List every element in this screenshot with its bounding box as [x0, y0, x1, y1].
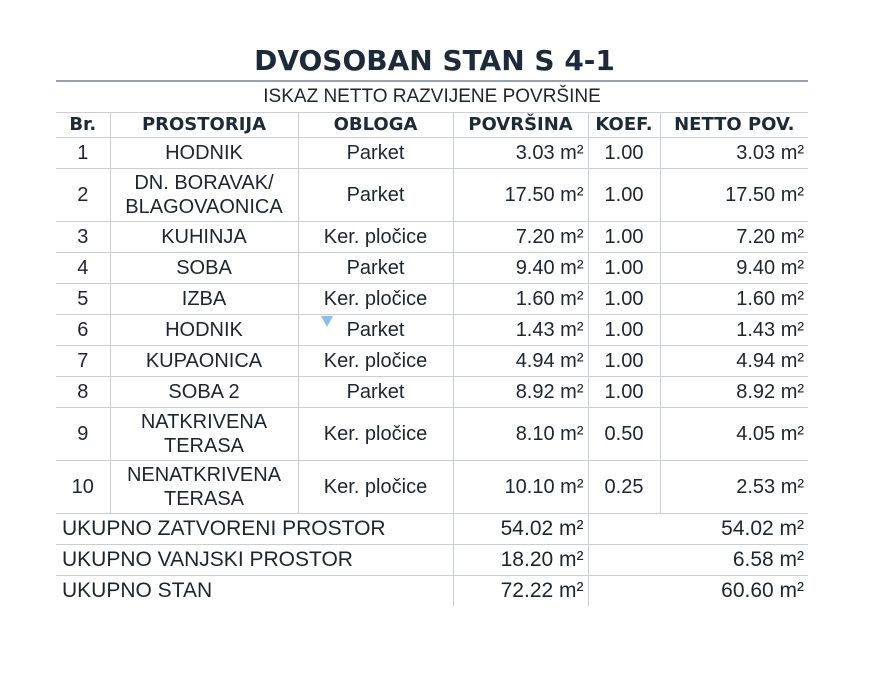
table-row	[56, 346, 808, 377]
total-label: UKUPNO ZATVORENI PROSTOR	[56, 514, 453, 545]
cell-obloga: Ker. pločice	[298, 346, 453, 377]
cell-netto: 4.94 m²	[660, 346, 808, 377]
cell-netto: 4.05 m²	[660, 408, 808, 461]
cell-prostorija: NENATKRIVENA TERASA	[110, 461, 298, 514]
cell-prostorija: IZBA	[110, 284, 298, 315]
cell-br: 2	[56, 169, 110, 222]
page-title: DVOSOBAN STAN S 4-1	[254, 44, 615, 77]
cell-br: 10	[56, 461, 110, 514]
total-povrsina: 72.22 m²	[453, 576, 588, 607]
cell-netto: 7.20 m²	[660, 222, 808, 253]
cell-br: 5	[56, 284, 110, 315]
cell-koef: 1.00	[588, 284, 660, 315]
header-br: Br.	[56, 113, 110, 138]
cell-povrsina: 17.50 m²	[453, 169, 588, 222]
header-koef: KOEF.	[588, 113, 660, 138]
total-row	[56, 576, 808, 607]
cell-koef: 1.00	[588, 346, 660, 377]
cell-koef: 0.50	[588, 408, 660, 461]
total-netto: 60.60 m²	[588, 576, 808, 607]
total-povrsina: 54.02 m²	[453, 514, 588, 545]
cell-netto: 2.53 m²	[660, 461, 808, 514]
header-obloga: OBLOGA	[298, 113, 453, 138]
table-subtitle: ISKAZ NETTO RAZVIJENE POVRŠINE	[56, 81, 808, 113]
cell-prostorija: HODNIK	[110, 315, 298, 346]
cell-br: 9	[56, 408, 110, 461]
total-label: UKUPNO VANJSKI PROSTOR	[56, 545, 453, 576]
table-row	[56, 461, 808, 514]
table-row	[56, 222, 808, 253]
cell-netto: 1.43 m²	[660, 315, 808, 346]
cell-prostorija: SOBA	[110, 253, 298, 284]
cell-povrsina: 3.03 m²	[453, 138, 588, 169]
cell-obloga: Parket	[298, 169, 453, 222]
cell-povrsina: 10.10 m²	[453, 461, 588, 514]
total-label: UKUPNO STAN	[56, 576, 453, 607]
cell-obloga: Ker. pločice	[298, 284, 453, 315]
table-row	[56, 408, 808, 461]
cell-koef: 0.25	[588, 461, 660, 514]
cell-obloga: Parket	[298, 138, 453, 169]
cell-netto: 3.03 m²	[660, 138, 808, 169]
cell-br: 4	[56, 253, 110, 284]
cell-prostorija: NATKRIVENA TERASA	[110, 408, 298, 461]
cell-obloga: Ker. pločice	[298, 408, 453, 461]
cell-koef: 1.00	[588, 377, 660, 408]
cell-koef: 1.00	[588, 222, 660, 253]
cell-br: 6	[56, 315, 110, 346]
cursor-arrow-icon	[321, 316, 333, 327]
cell-netto: 9.40 m²	[660, 253, 808, 284]
cell-povrsina: 7.20 m²	[453, 222, 588, 253]
cell-povrsina: 8.10 m²	[453, 408, 588, 461]
total-row	[56, 514, 808, 545]
cell-povrsina: 9.40 m²	[453, 253, 588, 284]
cell-povrsina: 8.92 m²	[453, 377, 588, 408]
table-row	[56, 138, 808, 169]
cell-prostorija: SOBA 2	[110, 377, 298, 408]
cell-br: 7	[56, 346, 110, 377]
cell-br: 8	[56, 377, 110, 408]
cell-prostorija: HODNIK	[110, 138, 298, 169]
total-povrsina: 18.20 m²	[453, 545, 588, 576]
cell-povrsina: 1.60 m²	[453, 284, 588, 315]
cell-br: 1	[56, 138, 110, 169]
cell-netto: 8.92 m²	[660, 377, 808, 408]
table-row	[56, 377, 808, 408]
cell-netto: 1.60 m²	[660, 284, 808, 315]
cell-prostorija: KUHINJA	[110, 222, 298, 253]
header-netto: NETTO POV.	[660, 113, 808, 138]
cell-koef: 1.00	[588, 253, 660, 284]
cell-obloga: Parket	[298, 253, 453, 284]
cell-koef: 1.00	[588, 315, 660, 346]
total-netto: 54.02 m²	[588, 514, 808, 545]
cell-obloga: Parket	[298, 315, 453, 346]
cell-obloga: Parket	[298, 377, 453, 408]
total-row	[56, 545, 808, 576]
total-netto: 6.58 m²	[588, 545, 808, 576]
cell-netto: 17.50 m²	[660, 169, 808, 222]
table-row	[56, 253, 808, 284]
cell-povrsina: 4.94 m²	[453, 346, 588, 377]
cell-prostorija: KUPAONICA	[110, 346, 298, 377]
cell-koef: 1.00	[588, 169, 660, 222]
header-povrsina: POVRŠINA	[453, 113, 588, 138]
cell-br: 3	[56, 222, 110, 253]
table-row	[56, 315, 808, 346]
cell-povrsina: 1.43 m²	[453, 315, 588, 346]
area-table	[56, 80, 808, 606]
cell-obloga: Ker. pločice	[298, 461, 453, 514]
cell-prostorija: DN. BORAVAK/ BLAGOVAONICA	[110, 169, 298, 222]
table-row	[56, 169, 808, 222]
header-prostorija: PROSTORIJA	[110, 113, 298, 138]
cell-obloga: Ker. pločice	[298, 222, 453, 253]
cell-koef: 1.00	[588, 138, 660, 169]
table-row	[56, 284, 808, 315]
